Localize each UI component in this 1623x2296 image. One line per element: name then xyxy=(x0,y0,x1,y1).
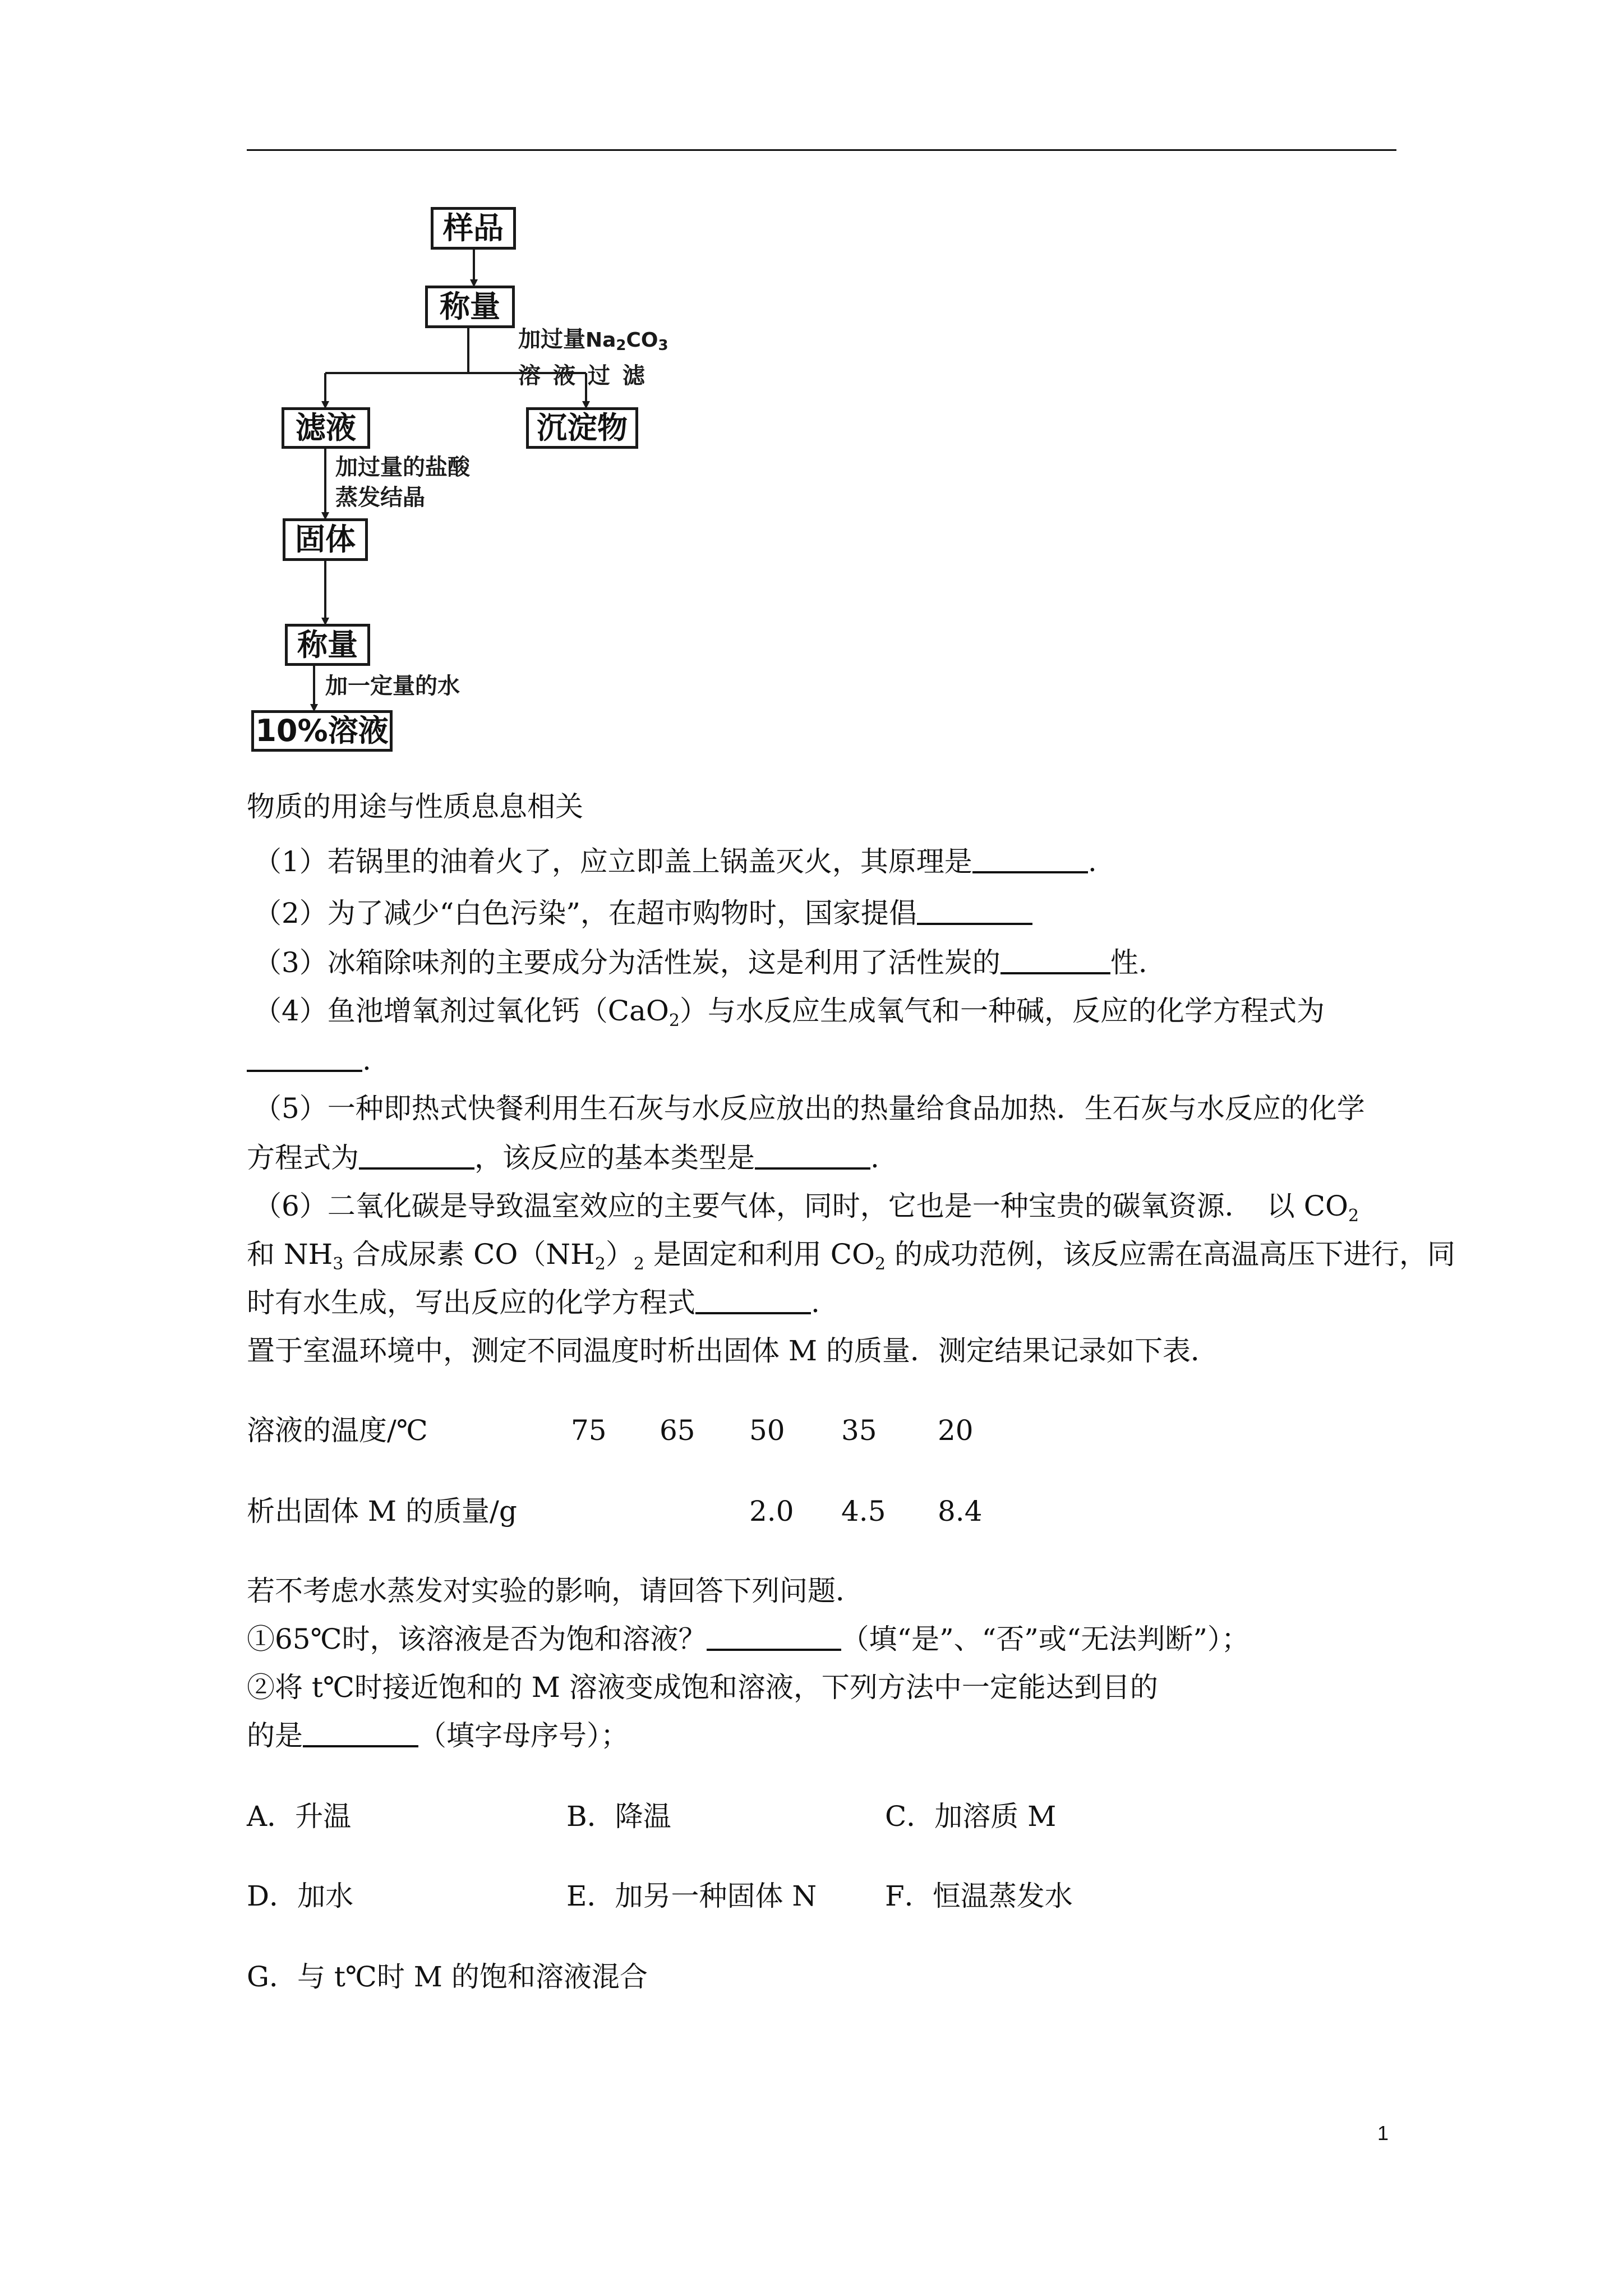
q1-part5-cont: 方程式为 ，该反应的基本类型是 . xyxy=(247,1142,879,1174)
flowchart xyxy=(0,0,1623,785)
answer-blank[interactable] xyxy=(359,1167,474,1170)
answer-blank[interactable] xyxy=(303,1745,418,1747)
flow-box-sample: 样品 xyxy=(431,207,516,250)
flow-box-filtrate: 滤液 xyxy=(282,407,370,449)
flow-note-step2: 加过量的盐酸 蒸发结晶 xyxy=(335,454,470,510)
flowchart-connectors xyxy=(0,0,1623,785)
flow-note-step1: 加过量$Na_2CO_3$ 溶液过滤 xyxy=(518,326,668,389)
answer-blank[interactable] xyxy=(755,1167,870,1170)
q1-part1: （1）若锅里的油着火了，应立即盖上锅盖灭火，其原理是 . xyxy=(253,845,1097,878)
table-row2-label: 析出固体 M 的质量/g xyxy=(247,1495,517,1527)
option-e[interactable]: E．加另一种固体 N xyxy=(566,1880,817,1912)
flow-box-solid: 固体 xyxy=(283,518,368,561)
table-row1-label: 溶液的温度/℃ xyxy=(247,1414,428,1447)
option-a[interactable]: A．升温 xyxy=(247,1800,352,1833)
flow-box-precipitate: 沉淀物 xyxy=(526,407,638,449)
q1-part4: （4）鱼池增氧剂过氧化钙（CaO$_2$）与水反应生成氧气和一种碱，反应的化学方程式为 xyxy=(253,995,1325,1030)
option-d[interactable]: D．加水 xyxy=(247,1880,354,1912)
table-cell: 2.0 xyxy=(749,1495,794,1527)
q2-note: 若不考虑水蒸发对实验的影响，请回答下列问题． xyxy=(247,1575,864,1607)
option-c[interactable]: C．加溶质 M xyxy=(885,1800,1057,1833)
q2-sub2-cont: 的是 （填字母序号）； xyxy=(247,1719,629,1752)
answer-blank[interactable] xyxy=(695,1312,811,1314)
q1-part2: （2）为了减少“白色污染”，在超市购物时，国家提倡 xyxy=(253,896,1032,930)
q1-part3: （3）冰箱除味剂的主要成分为活性炭，这是利用了活性炭的 性. xyxy=(253,946,1147,979)
q1-part5: （5）一种即热式快餐利用生石灰与水反应放出的热量给食品加热．生石灰与水反应的化学 xyxy=(253,1092,1365,1125)
q1-part6-cont: 和 $NH_3$ 合成尿素 $CO(NH_2)_2$ 是固定和利用 $CO_2$ 的成功范例，该反应需在高温高压下进行，同 xyxy=(247,1238,1455,1274)
option-b[interactable]: B．降温 xyxy=(566,1800,671,1833)
table-cell: 20 xyxy=(938,1414,974,1447)
table-cell: 65 xyxy=(660,1414,695,1447)
table-cell: 35 xyxy=(841,1414,877,1447)
flow-box-weigh-2: 称量 xyxy=(285,624,370,666)
q1-part6-cont2: 时有水生成，写出反应的化学方程式 . xyxy=(247,1286,820,1319)
q1-part6: （6）二氧化碳是导致温室效应的主要气体，同时，它也是一种宝贵的碳氧资源． 以 $CO_2$ xyxy=(253,1190,1359,1226)
q2-sub2: ②将 t℃时接近饱和的 M 溶液变成饱和溶液，下列方法中一定能达到目的 xyxy=(247,1671,1158,1704)
table-cell: 4.5 xyxy=(841,1495,886,1527)
flow-box-final-solution: 10%溶液 xyxy=(251,710,393,752)
table-cell: 8.4 xyxy=(938,1495,983,1527)
answer-blank[interactable] xyxy=(1000,972,1110,974)
answer-blank[interactable] xyxy=(972,871,1088,873)
option-f[interactable]: F．恒温蒸发水 xyxy=(885,1880,1073,1912)
q1-part4-cont: . xyxy=(247,1043,371,1077)
answer-blank[interactable] xyxy=(917,922,1032,925)
page-number: 1 xyxy=(1377,2122,1389,2145)
q2-sub1: ①65℃时，该溶液是否为饱和溶液？ （填“是”、“否”或“无法判断”）； xyxy=(247,1623,1249,1655)
flow-note-step3: 加一定量的水 xyxy=(325,673,460,699)
answer-blank[interactable] xyxy=(707,1648,841,1651)
table-cell: 75 xyxy=(571,1414,607,1447)
table-cell: 50 xyxy=(749,1414,785,1447)
q1-intro: 物质的用途与性质息息相关 xyxy=(247,790,583,823)
answer-blank[interactable] xyxy=(247,1069,362,1072)
flow-box-weigh-1: 称量 xyxy=(425,286,515,328)
q2-intro: 置于室温环境中，测定不同温度时析出固体 M 的质量．测定结果记录如下表． xyxy=(247,1335,1219,1367)
option-g[interactable]: G．与 t℃时 M 的饱和溶液混合 xyxy=(247,1961,648,1993)
